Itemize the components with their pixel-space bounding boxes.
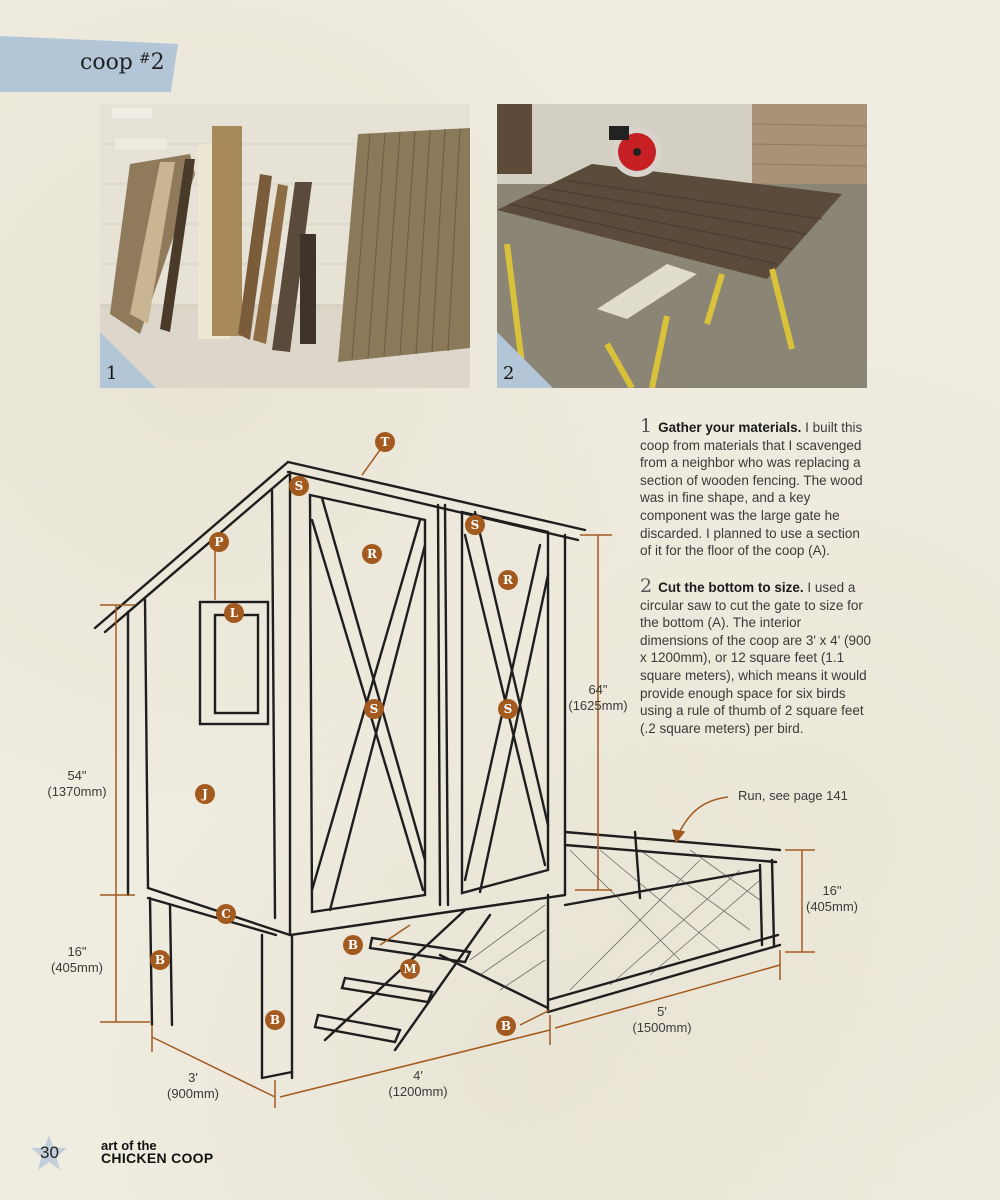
section-word: coop [80, 50, 133, 75]
part-label-l: L [224, 603, 244, 623]
photo-number: 2 [503, 363, 515, 384]
part-label-t: T [375, 432, 395, 452]
page-number: 30 [40, 1143, 59, 1162]
photo-number: 1 [106, 363, 118, 384]
book-title-line2: CHICKEN COOP [101, 1150, 214, 1166]
dim-total-height: 64" (1625mm) [568, 682, 628, 713]
part-label-r: R [498, 570, 518, 590]
part-label-j: J [195, 784, 215, 804]
step-body: I built this coop from materials that I scavenged from a neighbor who was replacing a section of wooden fencing. The wood was in fine shape, and a key component was the large gate he discarded. I planned to use a section of it for the floor of the coop (A). [640, 420, 863, 559]
run-callout: Run, see page 141 [738, 788, 848, 803]
section-hash: # [138, 51, 151, 67]
part-label-b: B [265, 1010, 285, 1030]
dim-wall-height: 54" (1370mm) [47, 768, 107, 799]
part-label-b: B [496, 1016, 516, 1036]
step-body: I used a circular saw to cut the gate to size for the bottom (A). The interior dimensions of the coop are 3' x 4' (900 x 1200mm), or 12 square feet (1.1 square meters), which means it would provide enough space for six birds using a rule of thumb of 2 square feet (.2 square meters) per bird. [640, 580, 872, 736]
part-label-p: P [209, 532, 229, 552]
section-number: 2 [150, 50, 165, 75]
part-label-s: S [465, 515, 485, 535]
part-label-b: B [150, 950, 170, 970]
part-label-s: S [498, 699, 518, 719]
dim-run-height: 16" (405mm) [805, 883, 858, 914]
step-number: 1 [640, 415, 653, 437]
part-label-r: R [362, 544, 382, 564]
book-title [101, 1139, 214, 1165]
part-label-s: S [364, 699, 384, 719]
step-heading: Cut the bottom to size. [658, 580, 804, 595]
part-label-m: M [400, 959, 420, 979]
dim-run-length: 5' (1500mm) [632, 1004, 692, 1035]
dim-leg-height: 16" (405mm) [50, 944, 103, 975]
part-label-c: C [216, 904, 236, 924]
part-label-b: B [343, 935, 363, 955]
part-label-s: S [289, 476, 309, 496]
step-heading: Gather your materials. [658, 420, 802, 435]
book-title-line1: art of the [101, 1138, 157, 1153]
step-number: 2 [640, 575, 653, 597]
dim-depth: 3' (900mm) [166, 1070, 219, 1101]
dim-width: 4' (1200mm) [388, 1068, 448, 1099]
